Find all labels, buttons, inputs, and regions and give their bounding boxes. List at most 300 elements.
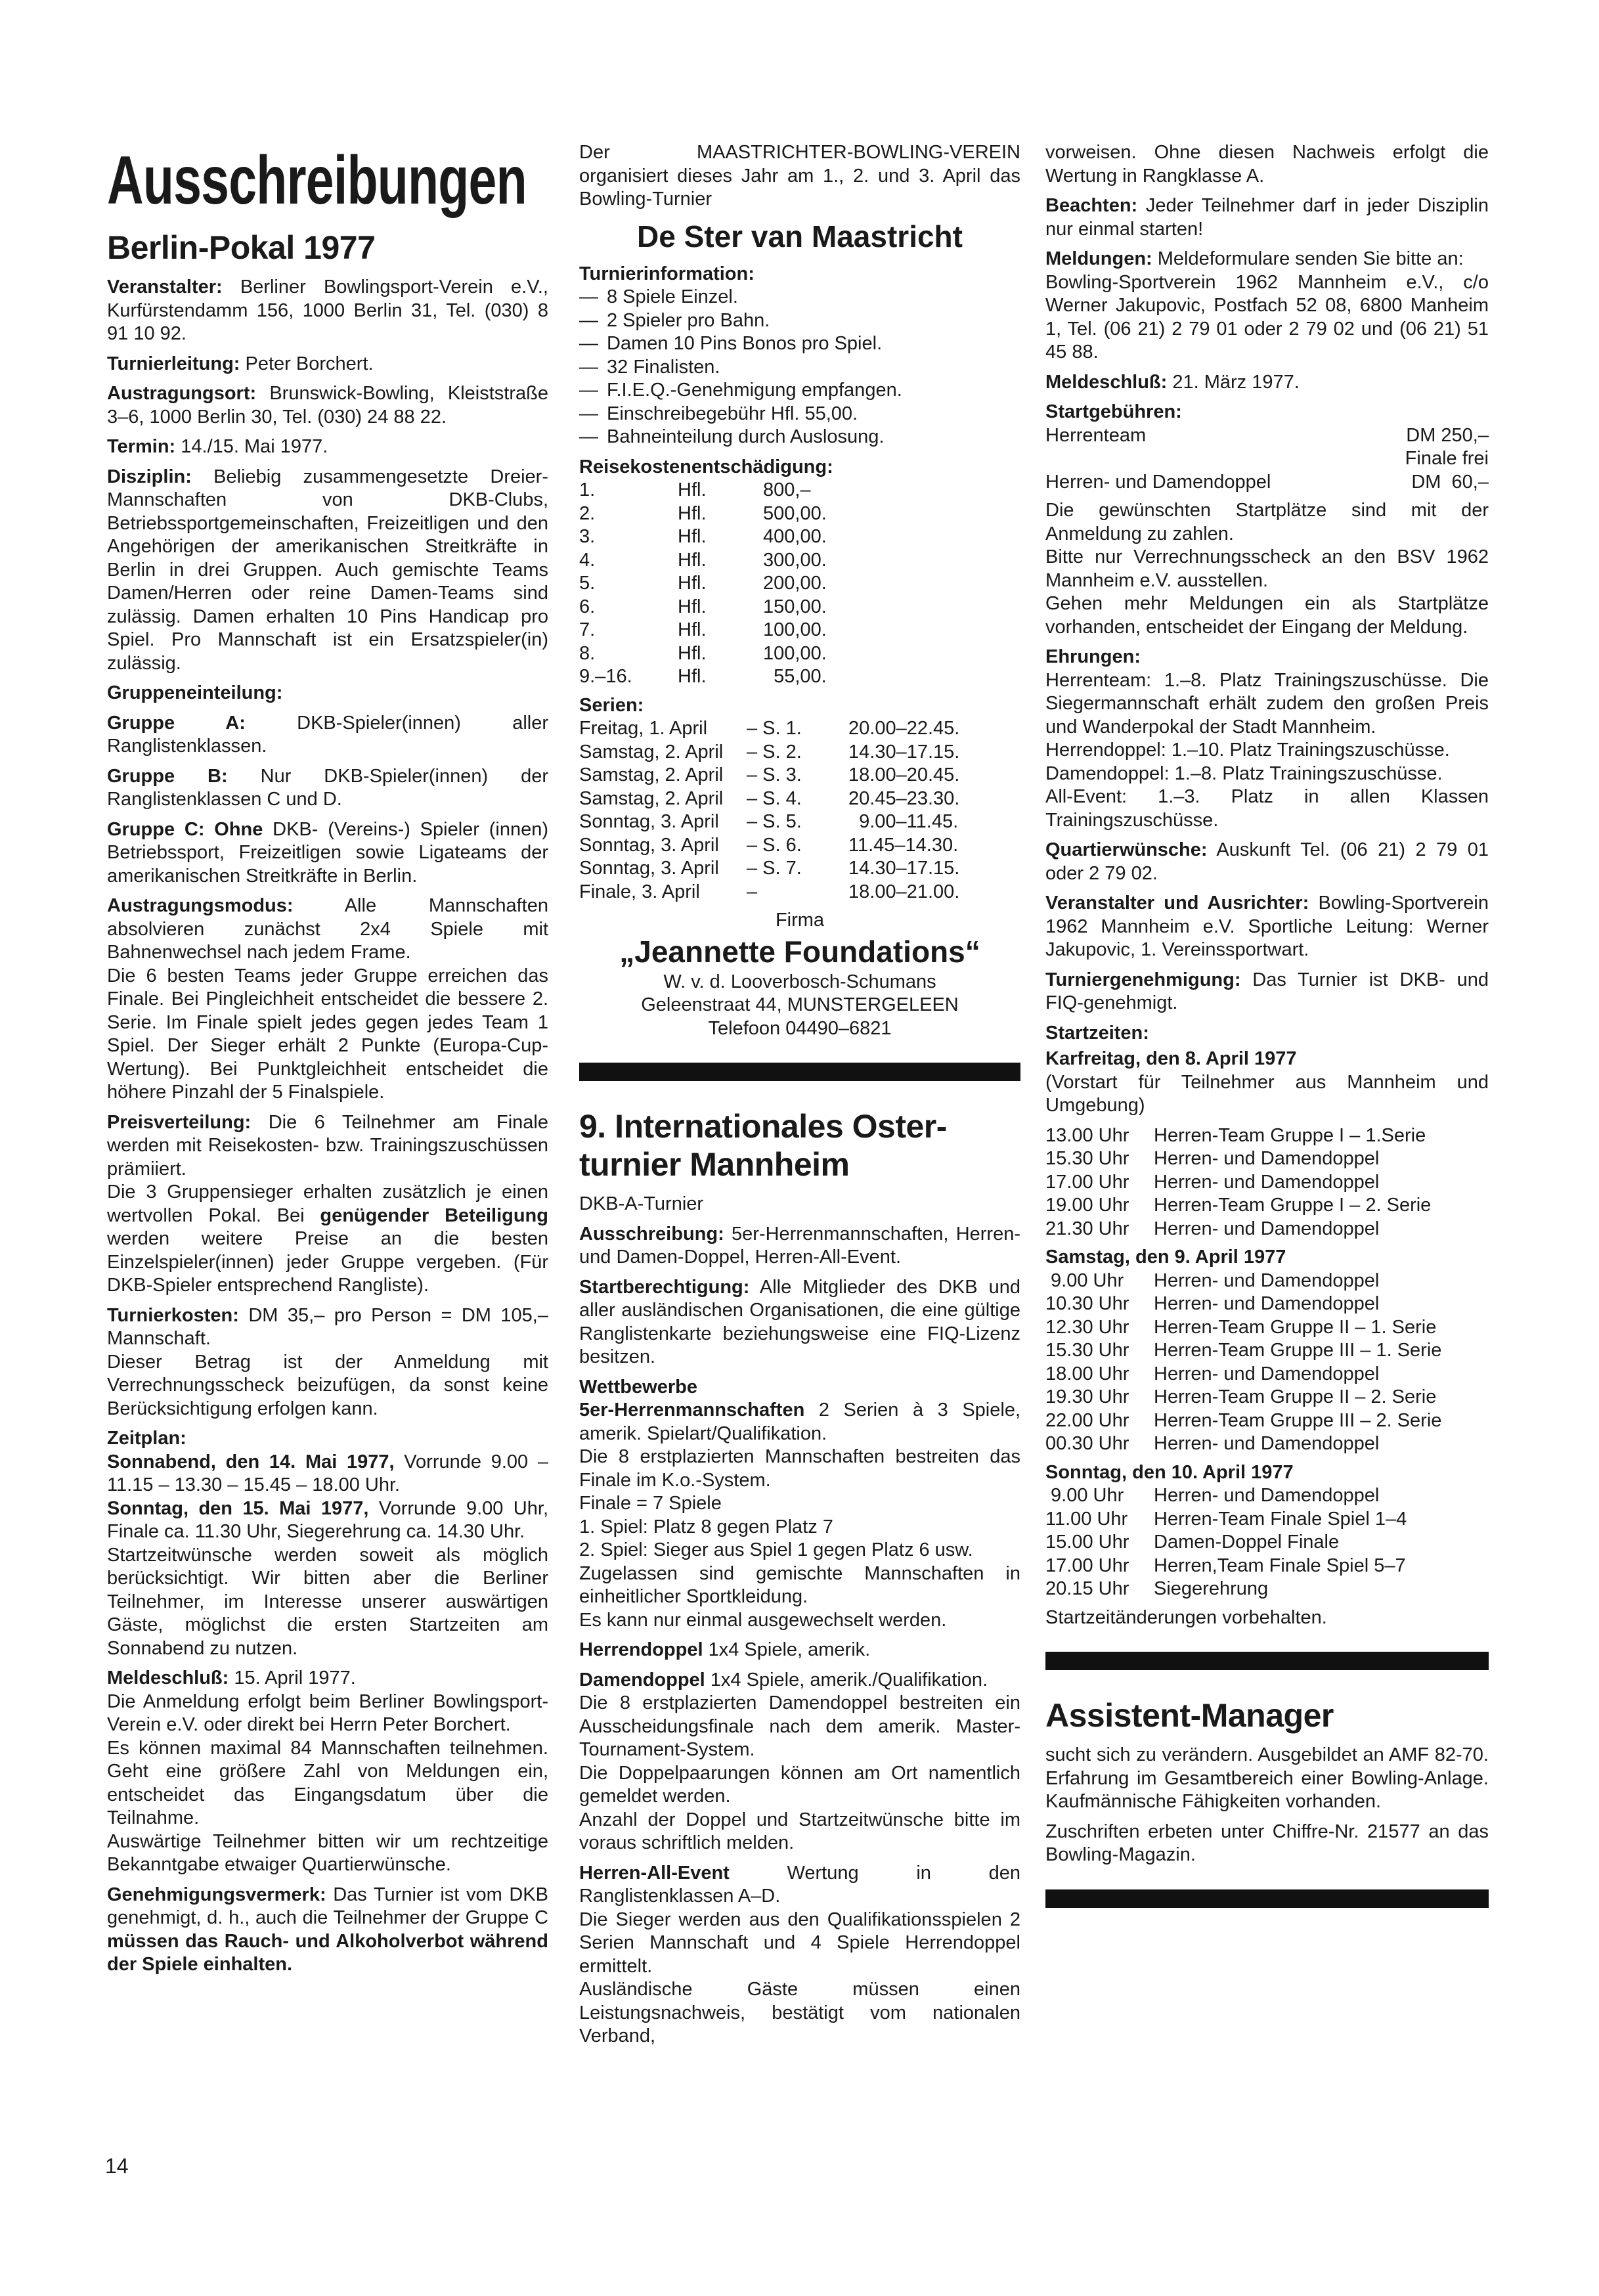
section-title-line: Berlin-Pokal 1977 (107, 229, 376, 266)
bold-label: Meldungen: (1045, 248, 1152, 269)
bold-label: Veranstalter: (107, 276, 223, 298)
text-segment: Es kann nur einmal ausgewechselt werden. (579, 1609, 947, 1631)
bold-label: Damendoppel (579, 1669, 705, 1690)
fee-amount: DM 250,– (1406, 424, 1489, 446)
table-cell: 200,00. (763, 573, 827, 594)
fee-label: Herrenteam (1045, 424, 1147, 446)
paragraph (1045, 248, 1489, 364)
list-item-text: Damen 10 Pins Bonos pro Spiel. (607, 333, 883, 354)
table-cell: Samstag, 2. April (579, 741, 724, 762)
table-cell: 15.30 Uhr (1045, 1340, 1129, 1361)
table-cell: Herren- und Damendoppel (1154, 1433, 1380, 1454)
text-segment: 1. Spiel: Platz 8 gegen Platz 7 (579, 1516, 833, 1537)
table-row (1045, 1555, 1489, 1578)
paragraph (579, 1669, 1020, 1855)
bold-label: Termin: (107, 436, 176, 457)
table-cell: Samstag, 2. April (579, 764, 724, 785)
text-segment: Vorrunde 9.00 Uhr, Finale ca. 11.30 Uhr, Siegerehrung ca. 14.30 Uhr. (107, 1497, 548, 1542)
table-row (579, 572, 1020, 596)
table-cell: Hfl. (678, 549, 707, 571)
list-item-text: 32 Finalisten. (607, 356, 720, 378)
table-cell: – (747, 881, 758, 902)
text-segment: 2 Serien à 3 Spiele, amerik. Spielart/Qualifikation. (579, 1400, 1020, 1444)
fee-row (1045, 447, 1489, 471)
table-row (579, 857, 1020, 881)
bold-label: Gruppe C: Ohne (107, 818, 263, 840)
subheading: Karfreitag, den 8. April 1977 (1045, 1048, 1297, 1069)
table-cell: 9.00–11.45. (848, 811, 959, 832)
table-cell: 15.00 Uhr (1045, 1532, 1129, 1553)
paragraph (107, 276, 548, 346)
text-segment: Zuschriften erbeten unter Chiffre-Nr. 21577 an das Bowling-Magazin. (1045, 1821, 1489, 1865)
text-segment: Die 6 besten Teams jeder Gruppe erreichen das Finale. Bei Pingleichheit entscheidet die bessere 2. Serie. Im Finale spielt jedes gegen jedes Team 1 Spiel. Der Sieger erhält 2 Punkte (Europa-Cup-Wertung). Bei Punktgleichheit entscheidet die höhere Pinzahl der 5 Finalspiele. (107, 965, 548, 1103)
table-cell: Hfl. (678, 666, 707, 687)
divider-bar (1045, 1652, 1489, 1670)
table-cell: Herren- und Damendoppel (1154, 1485, 1380, 1506)
fee-amount: Finale frei (1405, 448, 1489, 469)
table-cell: Samstag, 2. April (579, 787, 724, 809)
bold-label: Disziplin: (107, 466, 192, 487)
paragraph (579, 1639, 1020, 1662)
table-row (579, 834, 1020, 858)
table-row (579, 479, 1020, 502)
table-cell: Hfl. (678, 596, 707, 617)
text-segment: Herrenteam: 1.–8. Platz Trainingszuschüsse. Die Siegermannschaft erhält zudem den großen Preis und Wanderpokal der Stadt Mannheim. (1045, 669, 1489, 738)
subheading: Samstag, den 9. April 1977 (1045, 1247, 1286, 1268)
text-segment: 14./15. Mai 1977. (175, 436, 328, 457)
bold-label: Herren-All-Event (579, 1862, 730, 1884)
table-cell: Herren-Team Gruppe I – 1.Serie (1154, 1124, 1426, 1146)
text-segment: Beliebig zusammengesetzte Dreier-Mannschaften von DKB-Clubs, Betriebssportgemeinschaften, Freizeitligen und den Angehörigen der amerikanischen Streitkräfte in Berlin in drei Gruppen. Auch gemischte Teams Damen/Herren oder reine Damen-Teams sind zulässig. Damen erhalten 10 Pins Handicap pro Spiel. Pro Mannschaft ist ein Ersatzspieler(in) zulässig. (107, 466, 548, 674)
paragraph (107, 712, 548, 759)
table-cell: 21.30 Uhr (1045, 1218, 1129, 1239)
paragraph (107, 818, 548, 889)
text-segment: Das Turnier ist vom DKB genehmigt, d. h., auch die Teilnehmer der Gruppe C (107, 1884, 548, 1928)
table-cell: 20.00–22.45. (848, 718, 960, 739)
table-row (1045, 1218, 1489, 1241)
text-segment: Auswärtige Teilnehmer bitten wir um rechtzeitige Bekanntgabe etwaiger Quartierwünsche. (107, 1830, 548, 1875)
paragraph (107, 765, 548, 812)
text-segment: Die 8 erstplazierten Mannschaften bestreiten das Finale im K.o.-System. (579, 1446, 1020, 1491)
column-left (107, 144, 548, 1983)
table-cell: Herren-Team Gruppe III – 1. Serie (1154, 1340, 1442, 1361)
table-cell: Siegerehrung (1154, 1578, 1269, 1599)
table-cell: 20.45–23.30. (848, 787, 960, 809)
table-cell: 11.00 Uhr (1045, 1508, 1128, 1530)
table-row (579, 810, 1020, 834)
subheading: Startgebühren: (1045, 401, 1182, 422)
table-row (1045, 1171, 1489, 1195)
paragraph (579, 1193, 1020, 1216)
table-cell: – S. 7. (747, 858, 802, 879)
dash-icon: — (579, 286, 598, 307)
table-row (579, 525, 1020, 549)
table-cell: 18.00 Uhr (1045, 1363, 1129, 1384)
bold-label: Turnierkosten: (107, 1304, 239, 1326)
list-item (579, 426, 1020, 449)
page-title: Ausschreibungen (107, 143, 527, 219)
fee-label: Herren- und Damendoppel (1045, 471, 1271, 493)
table-cell: Finale, 3. April (579, 881, 700, 902)
list-item (579, 309, 1020, 333)
text-segment: Jeder Teilnehmer darf in jeder Disziplin nur einmal starten! (1045, 195, 1489, 240)
table-cell: 17.00 Uhr (1045, 1555, 1129, 1576)
table-cell: Herren- und Damendoppel (1154, 1171, 1380, 1193)
subheading: Sonntag, den 10. April 1977 (1045, 1461, 1294, 1483)
bold-label: Ausschreibung: (579, 1223, 724, 1245)
paragraph (1045, 499, 1489, 639)
text-segment: Die Anmeldung erfolgt beim Berliner Bowlingsport-Verein e.V. oder direkt bei Herrn Peter Borchert. (107, 1690, 548, 1735)
table-row (579, 642, 1020, 666)
paragraph (107, 435, 548, 459)
centered-text: W. v. d. Looverbosch-Schumans (663, 971, 936, 992)
table-cell: Damen-Doppel Finale (1154, 1532, 1340, 1553)
table-cell: Hfl. (678, 573, 707, 594)
bold-label: Gruppe B: (107, 765, 228, 787)
table-cell: 17.00 Uhr (1045, 1171, 1129, 1193)
text-segment: Vorrunde 9.00 – 11.15 – 13.30 – 15.45 – 18.00 Uhr. (107, 1451, 548, 1495)
table-row (1045, 1124, 1489, 1148)
list-item-text: Einschreibegebühr Hfl. 55,00. (607, 403, 858, 424)
table-row (1045, 1531, 1489, 1555)
divider-bar (1045, 1889, 1489, 1908)
table-cell: Hfl. (678, 619, 707, 640)
list-item-text: Bahneinteilung durch Auslosung. (607, 426, 885, 447)
table-cell: 10.30 Uhr (1045, 1293, 1129, 1314)
dash-icon: — (579, 426, 598, 447)
table-cell: Hfl. (678, 526, 707, 547)
paragraph (1045, 194, 1489, 241)
dash-icon: — (579, 309, 598, 331)
table-cell: 3. (579, 526, 596, 547)
paragraph (107, 1884, 548, 1977)
table-row (579, 502, 1020, 526)
fee-row (1045, 471, 1489, 495)
text-segment: Meldeformulare senden Sie bitte an: (1152, 248, 1464, 269)
table-row (579, 764, 1020, 787)
centered-text: Firma (775, 910, 825, 931)
table-cell: – S. 2. (747, 741, 802, 762)
table-cell: 11.45–14.30. (848, 834, 959, 856)
table-cell: 9.00 Uhr (1045, 1485, 1124, 1506)
paragraph (107, 382, 548, 429)
text-segment: Berliner Bowlingsport-Verein e.V., Kurfürstendamm 156, 1000 Berlin 31, Tel. (030) 8 91 10 92. (107, 276, 548, 344)
paragraph: Startzeitänderungen vorbehalten. (1045, 1606, 1327, 1628)
text-segment: 1x4 Spiele, amerik./Qualifikation. (705, 1669, 988, 1690)
paragraph (107, 466, 548, 676)
text-segment: Anzahl der Doppel und Startzeitwünsche bitte im voraus schriftlich melden. (579, 1809, 1020, 1853)
table-cell: 13.00 Uhr (1045, 1124, 1129, 1146)
table-cell: Sonntag, 3. April (579, 858, 719, 879)
bold-label: Herrendoppel (579, 1639, 703, 1660)
table-row (1045, 1432, 1489, 1456)
text-segment: DKB-Spieler(innen) aller Ranglistenklassen. (107, 712, 548, 757)
text-segment: werden weitere Preise an die besten Einzelspieler(innen) jeder Gruppe vergeben. (Für DKB-Spieler entsprechend Rangliste). (107, 1228, 548, 1296)
column-right (1045, 141, 1489, 1934)
bold-label: Meldeschluß: (1045, 371, 1168, 393)
bold-label: Startberechtigung: (579, 1276, 750, 1298)
list-item-text: 8 Spiele Einzel. (607, 286, 738, 307)
table-cell: Herren-Team Gruppe II – 2. Serie (1154, 1386, 1437, 1407)
list-item (579, 379, 1020, 403)
table-cell: – S. 4. (747, 787, 802, 809)
list-item (579, 403, 1020, 426)
text-segment: Das Turnier ist DKB- und FIQ-genehmigt. (1045, 969, 1489, 1013)
section-title (107, 229, 548, 267)
table-row (1045, 1508, 1489, 1532)
text-segment: 2. Spiel: Sieger aus Spiel 1 gegen Platz 6 usw. (579, 1539, 973, 1560)
table-cell: 18.00–21.00. (848, 881, 960, 902)
bold-label: Meldeschluß: (107, 1667, 229, 1689)
table-cell: 14.30–17.15. (848, 858, 960, 879)
schedule-table (579, 479, 1020, 689)
table-row (579, 619, 1020, 642)
text-segment: 15. April 1977. (229, 1667, 356, 1689)
table-cell: 55,00. (763, 666, 827, 687)
paragraph (1045, 892, 1489, 962)
subheading: Ehrungen: (1045, 646, 1141, 667)
table-cell: 14.30–17.15. (848, 741, 960, 762)
text-segment: Bowling-Sportverein 1962 Mannheim e.V. Sportliche Leitung: Werner Jakupovic, 1. Vereinssportwart. (1045, 893, 1489, 960)
subheading: Wettbewerbe (579, 1376, 697, 1398)
paragraph (107, 1667, 548, 1877)
list-item (579, 286, 1020, 309)
paragraph (1045, 371, 1489, 395)
text-segment: Finale = 7 Spiele (579, 1493, 722, 1514)
section-title (579, 1107, 1020, 1183)
table-cell: 15.30 Uhr (1045, 1148, 1129, 1169)
text-segment: Die 3 Gruppensieger erhalten zusätzlich je einen wertvollen Pokal. Bei (107, 1181, 548, 1226)
bold-label: Turniergenehmigung: (1045, 969, 1241, 990)
text-segment: sucht sich zu verändern. Ausgebildet an AMF 82-70. Erfahrung im Gesamtbereich einer Bowling-Anlage. Kaufmännische Fähigkeiten vorhanden. (1045, 1744, 1489, 1812)
bullet-list (579, 286, 1020, 449)
paragraph (107, 894, 548, 1105)
table-cell: 100,00. (763, 619, 827, 640)
bold-label: Sonnabend, den 14. Mai 1977, (107, 1451, 395, 1472)
text-segment: DKB- (Vereins-) Spieler (innen) Betriebssport, Freizeitligen sowie Ligateams der amerikanischen Streitkräfte in Berlin. (107, 818, 548, 887)
bold-label: Gruppe A: (107, 712, 246, 734)
table-row (1045, 1386, 1489, 1409)
paragraph (1045, 141, 1489, 188)
table-row (1045, 1339, 1489, 1363)
text-segment: Auskunft Tel. (06 21) 2 79 01 oder 2 79 02. (1045, 839, 1489, 884)
table-cell: 300,00. (763, 549, 827, 571)
divider-bar (579, 1063, 1020, 1081)
subheading: Reisekostenentschädigung: (579, 456, 833, 477)
table-cell: 9.–16. (579, 666, 632, 687)
centered-text: Geleenstraat 44, MUNSTERGELEEN (641, 994, 959, 1015)
table-cell: 00.30 Uhr (1045, 1433, 1129, 1454)
table-cell: Herren,Team Finale Spiel 5–7 (1154, 1555, 1406, 1576)
event-title: De Ster van Maastricht (637, 219, 963, 254)
fee-row (1045, 424, 1489, 448)
table-row (579, 741, 1020, 764)
fee-amount: DM 60,– (1411, 471, 1489, 493)
table-row (579, 717, 1020, 741)
table-cell: Herren- und Damendoppel (1154, 1363, 1380, 1384)
bold-label: Preisverteilung: (107, 1111, 252, 1133)
subheading: Serien: (579, 694, 644, 716)
table-cell: Sonntag, 3. April (579, 834, 719, 856)
table-cell: 9.00 Uhr (1045, 1269, 1124, 1291)
paragraph (1045, 669, 1489, 833)
table-cell: – S. 6. (747, 834, 802, 856)
bold-label: müssen das Rauch- und Alkoholverbot während der Spiele einhalten. (107, 1930, 548, 1975)
table-cell: 4. (579, 549, 596, 571)
list-item (579, 332, 1020, 356)
company-name: „Jeannette Foundations“ (619, 934, 980, 969)
table-row (579, 665, 1020, 689)
text-segment: Gehen mehr Meldungen ein als Startplätze vorhanden, entscheidet der Eingang der Meldung. (1045, 593, 1489, 638)
text-segment: Alle Mitglieder des DKB und aller ausländischen Organisationen, die eine gültige Ranglistenkarte beziehungsweise eine FIQ-Lizenz besitzen. (579, 1276, 1020, 1367)
section-title-line: Assistent-Manager (1045, 1697, 1334, 1734)
table-cell: Herren-Team Gruppe III – 2. Serie (1154, 1409, 1442, 1431)
table-cell: – S. 1. (747, 718, 802, 739)
schedule-table (1045, 1484, 1489, 1601)
bold-label: Beachten: (1045, 195, 1138, 216)
text-segment: Wertung in den Ranglistenklassen A–D. (579, 1862, 1020, 1907)
paragraph (107, 1304, 548, 1421)
table-row (1045, 1269, 1489, 1293)
text-segment: Alle Mannschaften absolvieren zunächst 2x4 Spiele mit Bahnenwechsel nach jedem Frame. (107, 895, 548, 963)
table-cell: 19.00 Uhr (1045, 1195, 1129, 1216)
text-segment: Peter Borchert. (240, 353, 374, 374)
paragraph (1045, 1744, 1489, 1814)
fee-table (1045, 424, 1489, 495)
table-row (1045, 1578, 1489, 1601)
paragraph (1045, 969, 1489, 1015)
table-cell: 2. (579, 502, 596, 524)
bold-label: Sonntag, den 15. Mai 1977, (107, 1497, 369, 1519)
paragraph (1045, 839, 1489, 885)
table-cell: Sonntag, 3. April (579, 811, 719, 832)
text-segment: Die 8 erstplazierten Damendoppel bestreiten ein Ausscheidungsfinale nach dem amerik. Master-Tournament-System. (579, 1692, 1020, 1760)
text-segment: DM 35,– pro Person = DM 105,– Mannschaft. (107, 1304, 548, 1349)
table-row (1045, 1292, 1489, 1316)
table-row (1045, 1484, 1489, 1508)
text-segment: Nur DKB-Spieler(innen) der Ranglistenklassen C und D. (107, 765, 548, 810)
paragraph (107, 353, 548, 376)
table-cell: 150,00. (763, 596, 827, 617)
text-segment: All-Event: 1.–3. Platz in allen Klassen Trainingszuschüsse. (1045, 786, 1489, 831)
table-cell: Freitag, 1. April (579, 718, 708, 739)
centered-text: Telefoon 04490–6821 (708, 1017, 892, 1039)
bold-label: Veranstalter und Ausrichter: (1045, 893, 1309, 914)
table-cell: Herren-Team Gruppe I – 2. Serie (1154, 1195, 1432, 1216)
table-cell: 20.15 Uhr (1045, 1578, 1129, 1599)
text-segment: 1x4 Spiele, amerik. (703, 1639, 871, 1660)
table-cell: 500,00. (763, 502, 827, 524)
table-row (1045, 1316, 1489, 1340)
table-cell: 400,00. (763, 526, 827, 547)
schedule-table (1045, 1124, 1489, 1241)
text-segment: Der MAASTRICHTER-BOWLING-VEREIN organisiert dieses Jahr am 1., 2. und 3. April das Bowling-Turnier (579, 142, 1020, 210)
paragraph (579, 1862, 1020, 2048)
bold-label: Austragungsort: (107, 383, 257, 404)
table-cell: Hfl. (678, 502, 707, 524)
section-title (1045, 1696, 1489, 1734)
list-item (579, 356, 1020, 380)
schedule-table (579, 717, 1020, 904)
paragraph (1045, 1821, 1489, 1867)
text-segment: Die 6 Teilnehmer am Finale werden mit Reisekosten- bzw. Trainingszuschüssen prämiiert. (107, 1111, 548, 1180)
table-cell: Herren-Team Finale Spiel 1–4 (1154, 1508, 1407, 1530)
table-row (1045, 1409, 1489, 1433)
list-item-text: 2 Spieler pro Bahn. (607, 309, 770, 331)
text-segment: 5er-Herrenmannschaften, Herren- und Damen-Doppel, Herren-All-Event. (579, 1223, 1020, 1268)
table-cell: 100,00. (763, 642, 827, 664)
subheading: Startzeiten: (1045, 1022, 1149, 1044)
text-segment: Herrendoppel: 1.–10. Platz Trainingszuschüsse. (1045, 740, 1450, 761)
paragraph (107, 1111, 548, 1298)
table-cell: 1. (579, 479, 596, 500)
table-cell: Hfl. (678, 479, 707, 500)
dash-icon: — (579, 380, 598, 401)
text-segment: Startzeitwünsche werden soweit als möglich berücksichtigt. Wir bitten aber die Berliner Teilnehmer, im Interesse unserer auswärtigen Gäste, möglichst die ersten Startzeiten am Sonnabend zu nutzen. (107, 1544, 548, 1659)
bold-label: Genehmigungsvermerk: (107, 1884, 326, 1905)
table-cell: 5. (579, 573, 596, 594)
subheading: Turnierinformation: (579, 263, 755, 284)
table-cell: 22.00 Uhr (1045, 1409, 1129, 1431)
bold-label: Austragungsmodus: (107, 895, 294, 916)
paragraph (579, 1276, 1020, 1369)
table-cell: 6. (579, 596, 596, 617)
text-segment: Es können maximal 84 Mannschaften teilnehmen. Geht eine größere Zahl von Meldungen ein, entscheidet das Eingangsdatum über die Teilnahme. (107, 1737, 548, 1828)
bold-label: 5er-Herrenmannschaften (579, 1400, 805, 1421)
paragraph (579, 1223, 1020, 1269)
table-row (579, 787, 1020, 811)
table-row (579, 596, 1020, 619)
bold-label: Quartierwünsche: (1045, 839, 1208, 860)
page-number: 14 (105, 2154, 129, 2178)
text-segment: DKB-A-Turnier (579, 1193, 704, 1214)
list-item-text: F.I.E.Q.-Genehmigung empfangen. (607, 380, 902, 401)
text-segment: Ausländische Gäste müssen einen Leistungsnachweis, bestätigt vom nationalen Verband, (579, 1979, 1020, 2046)
table-row (579, 881, 1020, 904)
table-cell: 19.30 Uhr (1045, 1386, 1129, 1407)
table-cell: Herren- und Damendoppel (1154, 1269, 1380, 1291)
paragraph: (Vorstart für Teilnehmer aus Mannheim und Umgebung) (1045, 1071, 1489, 1116)
text-segment: Die Doppelpaarungen können am Ort namentlich gemeldet werden. (579, 1762, 1020, 1807)
table-cell: 8. (579, 642, 596, 664)
bold-label: Turnierleitung: (107, 353, 240, 374)
paragraph (107, 682, 548, 705)
paragraph (579, 141, 1020, 211)
paragraph (107, 1427, 548, 1660)
text-segment: Zugelassen sind gemischte Mannschaften in einheitlicher Sportkleidung. (579, 1562, 1020, 1607)
text-segment: Dieser Betrag ist der Anmeldung mit Verrechnungsscheck beizufügen, da sonst keine Berücksichtigung erfolgen kann. (107, 1351, 548, 1419)
table-cell: – S. 5. (747, 811, 802, 832)
column-middle (579, 141, 1020, 2055)
table-cell: 7. (579, 619, 596, 640)
text-segment: Bitte nur Verrechnungsscheck an den BSV 1962 Mannheim e.V. ausstellen. (1045, 546, 1489, 591)
dash-icon: — (579, 356, 598, 378)
table-row (579, 549, 1020, 573)
paragraph (579, 1399, 1020, 1632)
text-segment: Die Sieger werden aus den Qualifikationsspielen 2 Serien Mannschaft und 4 Spiele Herrendoppel ermittelt. (579, 1909, 1020, 1977)
table-cell: – S. 3. (747, 764, 802, 785)
text-segment: Die gewünschten Startplätze sind mit der Anmeldung zu zahlen. (1045, 500, 1489, 544)
table-cell: Herren- und Damendoppel (1154, 1293, 1380, 1314)
section-title-line: 9. Internationales Oster- (579, 1108, 947, 1145)
bold-label: Gruppeneinteilung: (107, 682, 283, 703)
table-row (1045, 1147, 1489, 1171)
dash-icon: — (579, 333, 598, 354)
table-cell: 800,– (763, 479, 811, 500)
table-cell: Herren- und Damendoppel (1154, 1148, 1380, 1169)
table-cell: Herren- und Damendoppel (1154, 1218, 1380, 1239)
table-row (1045, 1363, 1489, 1386)
